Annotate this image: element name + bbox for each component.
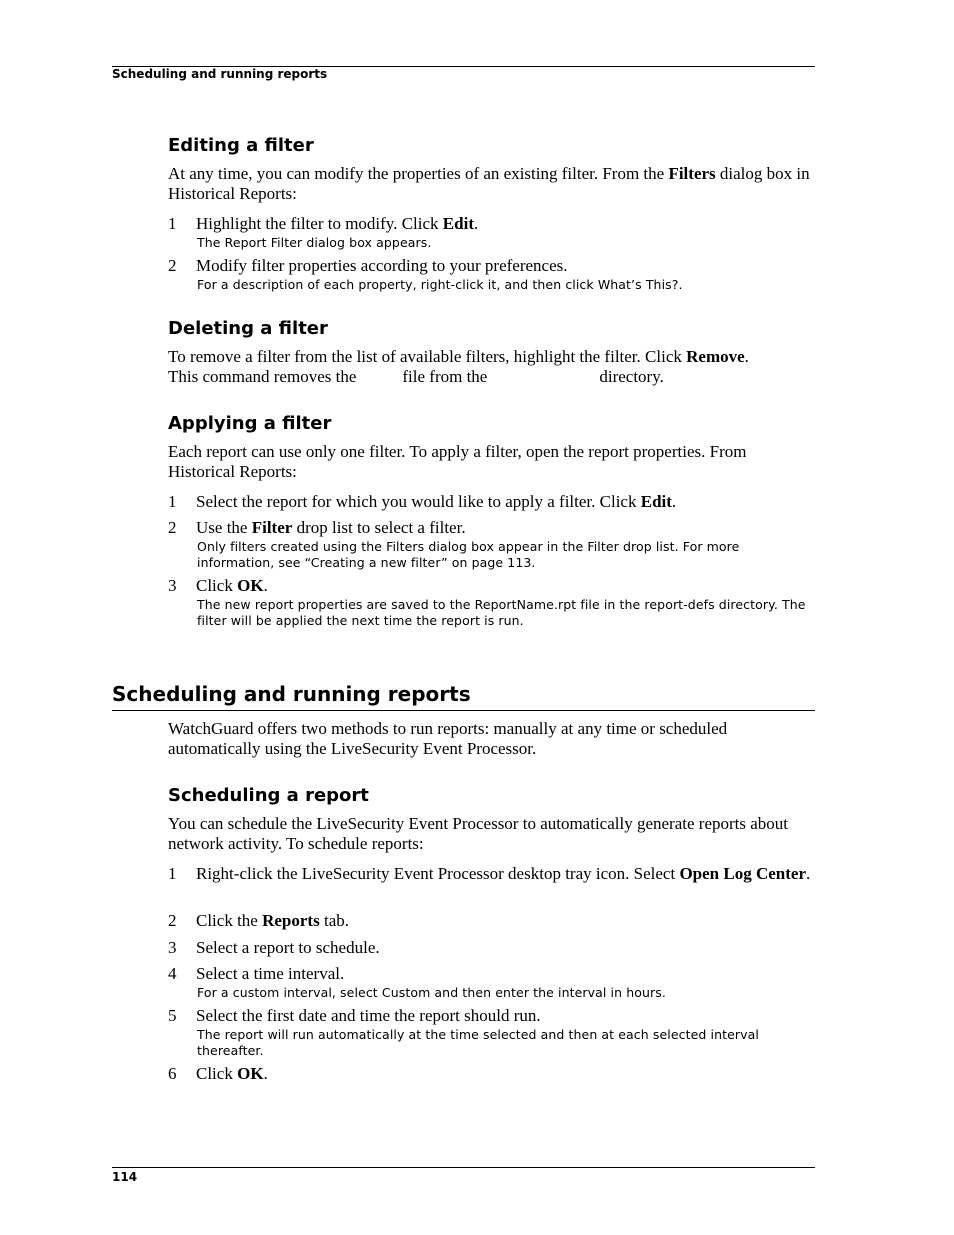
heading-editing-filter: Editing a filter [168, 135, 314, 156]
applying-step-2-note: Only filters created using the Filters dialog box appear in the Filter drop list. For more information, see “Creating a new filter” on page 113. [197, 539, 740, 570]
scheduling-running-intro: WatchGuard offers two methods to run reports: manually at any time or scheduled automatically using the LiveSecurity Event Processor. [168, 719, 728, 758]
scheduling-step-4: Select a time interval. [196, 964, 345, 983]
deleting-paragraph: To remove a filter from the list of available filters, highlight the filter. Click Remove. This command removes the file from the directory. [168, 347, 749, 386]
scheduling-intro: You can schedule the LiveSecurity Event Processor to automatically generate reports about network activity. To schedule reports: [168, 814, 789, 853]
step-number: 1 [168, 864, 177, 883]
editing-step-1: Highlight the filter to modify. Click Edit. [196, 214, 479, 233]
step-number: 2 [168, 911, 177, 930]
editing-step-2: Modify filter properties according to your preferences. [196, 256, 568, 275]
step-number: 3 [168, 576, 177, 595]
step-number: 2 [168, 518, 177, 537]
heading-scheduling-running-reports: Scheduling and running reports [112, 682, 471, 706]
step-number: 3 [168, 938, 177, 957]
heading-deleting-filter: Deleting a filter [168, 318, 328, 339]
editing-intro: At any time, you can modify the properties of an existing filter. From the Filters dialog box in Historical Reports: [168, 164, 810, 203]
scheduling-step-4-note: For a custom interval, select Custom and then enter the interval in hours. [197, 985, 666, 1000]
step-number: 6 [168, 1064, 177, 1083]
applying-step-3-note: The new report properties are saved to the ReportName.rpt file in the report-defs directory. The filter will be applied the next time the report is run. [197, 597, 806, 628]
scheduling-step-6: Click OK. [196, 1064, 268, 1083]
step-number: 2 [168, 256, 177, 275]
page-number: 114 [112, 1170, 138, 1184]
editing-step-1-note: The Report Filter dialog box appears. [197, 235, 432, 250]
applying-step-3: Click OK. [196, 576, 268, 595]
scheduling-step-2: Click the Reports tab. [196, 911, 349, 930]
scheduling-step-1: Right-click the LiveSecurity Event Processor desktop tray icon. Select Open Log Center. [196, 864, 811, 883]
applying-step-2: Use the Filter drop list to select a filter. [196, 518, 466, 537]
scheduling-step-3: Select a report to schedule. [196, 938, 380, 957]
scheduling-step-5-note: The report will run automatically at the time selected and then at each selected interval thereafter. [197, 1027, 759, 1058]
step-number: 5 [168, 1006, 177, 1025]
heading-applying-filter: Applying a filter [168, 413, 332, 434]
applying-step-1: Select the report for which you would like to apply a filter. Click Edit. [196, 492, 677, 511]
editing-step-2-note: For a description of each property, right-click it, and then click What’s This?. [197, 277, 683, 292]
step-number: 4 [168, 964, 177, 983]
applying-intro: Each report can use only one filter. To apply a filter, open the report properties. From Historical Reports: [168, 442, 747, 481]
step-number: 1 [168, 214, 177, 233]
running-header: Scheduling and running reports [112, 67, 328, 81]
scheduling-step-5: Select the first date and time the report should run. [196, 1006, 541, 1025]
footer-rule [112, 1167, 815, 1168]
section-rule [112, 710, 815, 711]
heading-scheduling-report: Scheduling a report [168, 785, 369, 806]
step-number: 1 [168, 492, 177, 511]
